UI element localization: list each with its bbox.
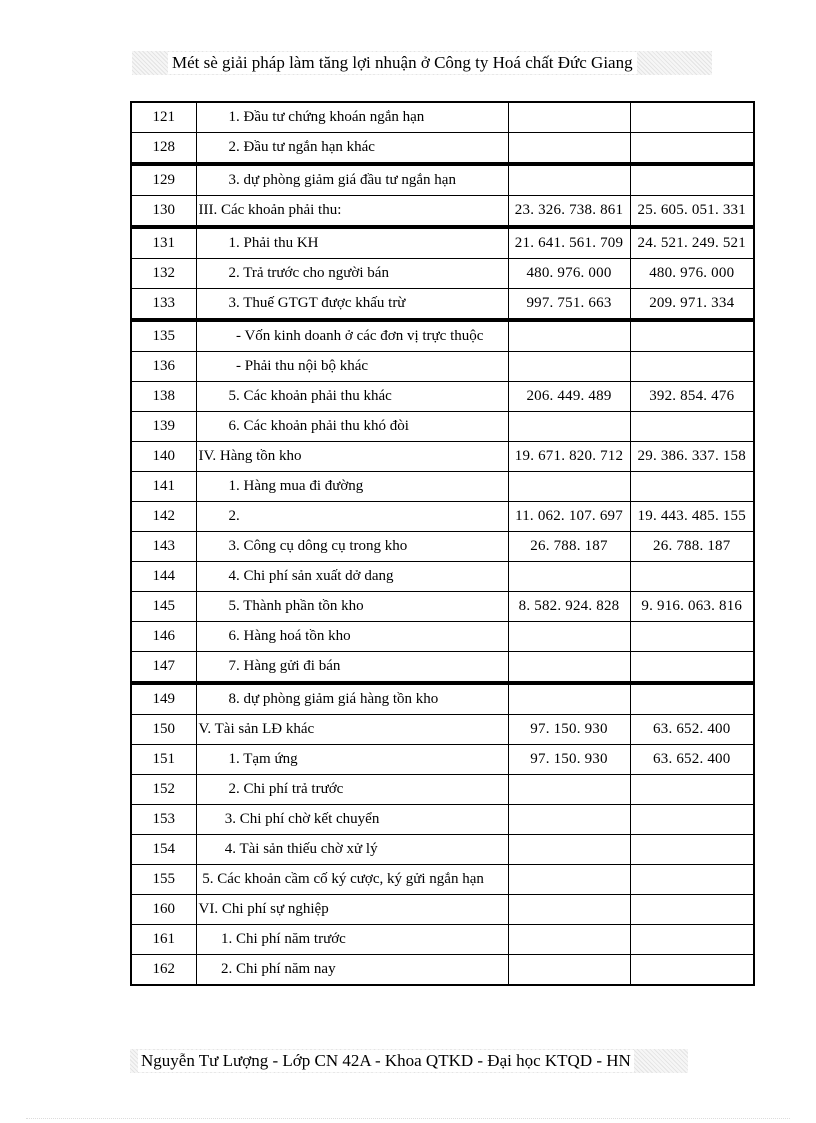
page-bottom-rule <box>26 1118 790 1119</box>
row-value-1: 8. 582. 924. 828 <box>508 592 630 622</box>
row-value-2 <box>630 835 754 865</box>
row-value-2: 25. 605. 051. 331 <box>630 196 754 228</box>
row-item: 2. Chi phí năm nay <box>196 955 508 986</box>
row-item: 1. Đầu tư chứng khoán ngắn hạn <box>196 102 508 133</box>
row-item: 3. Công cụ dông cụ trong kho <box>196 532 508 562</box>
row-value-2: 19. 443. 485. 155 <box>630 502 754 532</box>
row-item: 5. Các khoản phải thu khác <box>196 382 508 412</box>
row-code: 141 <box>131 472 196 502</box>
row-code: 146 <box>131 622 196 652</box>
row-value-1: 21. 641. 561. 709 <box>508 227 630 259</box>
table-row <box>131 835 754 865</box>
table-row <box>131 442 754 472</box>
table-row <box>131 382 754 412</box>
table-row <box>131 775 754 805</box>
table-row <box>131 227 754 259</box>
row-code: 155 <box>131 865 196 895</box>
row-code: 162 <box>131 955 196 986</box>
row-value-2: 480. 976. 000 <box>630 259 754 289</box>
row-value-1 <box>508 925 630 955</box>
row-value-2: 9. 916. 063. 816 <box>630 592 754 622</box>
row-value-1 <box>508 320 630 352</box>
row-code: 138 <box>131 382 196 412</box>
row-item: 4. Tài sản thiếu chờ xử lý <box>196 835 508 865</box>
table-row <box>131 562 754 592</box>
row-value-1 <box>508 805 630 835</box>
row-value-2 <box>630 320 754 352</box>
row-value-1: 997. 751. 663 <box>508 289 630 321</box>
row-value-1 <box>508 412 630 442</box>
table-row <box>131 502 754 532</box>
row-value-2: 29. 386. 337. 158 <box>630 442 754 472</box>
row-item: 1. Phải thu KH <box>196 227 508 259</box>
row-value-2 <box>630 412 754 442</box>
row-item: IV. Hàng tồn kho <box>196 442 508 472</box>
row-item: 5. Thành phần tồn kho <box>196 592 508 622</box>
table-row <box>131 532 754 562</box>
row-value-2 <box>630 622 754 652</box>
row-code: 160 <box>131 895 196 925</box>
row-item: - Phải thu nội bộ khác <box>196 352 508 382</box>
row-value-1 <box>508 164 630 196</box>
row-item: VI. Chi phí sự nghiệp <box>196 895 508 925</box>
table-row <box>131 102 754 133</box>
table-row <box>131 133 754 165</box>
row-code: 139 <box>131 412 196 442</box>
row-value-1: 480. 976. 000 <box>508 259 630 289</box>
row-item: 7. Hàng gửi đi bán <box>196 652 508 684</box>
page-title: Mét sè giải pháp làm tăng lợi nhuận ở Công ty Hoá chất Đức Giang <box>168 52 637 74</box>
row-item: 4. Chi phí sản xuất dở dang <box>196 562 508 592</box>
row-item: 2. <box>196 502 508 532</box>
row-value-2: 24. 521. 249. 521 <box>630 227 754 259</box>
footer-text: Nguyễn Tư Lượng - Lớp CN 42A - Khoa QTKD - Đại học KTQD - HN <box>138 1050 634 1072</box>
row-value-1: 19. 671. 820. 712 <box>508 442 630 472</box>
row-item: 2. Trả trước cho người bán <box>196 259 508 289</box>
row-item: 2. Đầu tư ngắn hạn khác <box>196 133 508 165</box>
table-row <box>131 259 754 289</box>
row-item: 5. Các khoản cầm cố ký cược, ký gửi ngắn hạn <box>196 865 508 895</box>
row-value-1: 26. 788. 187 <box>508 532 630 562</box>
row-value-1: 97. 150. 930 <box>508 715 630 745</box>
row-value-1 <box>508 352 630 382</box>
row-code: 142 <box>131 502 196 532</box>
table-row <box>131 472 754 502</box>
row-value-1: 23. 326. 738. 861 <box>508 196 630 228</box>
row-item: III. Các khoản phải thu: <box>196 196 508 228</box>
table-body <box>131 102 754 985</box>
row-value-1 <box>508 865 630 895</box>
table-row <box>131 895 754 925</box>
row-value-2 <box>630 925 754 955</box>
row-item: 6. Các khoản phải thu khó đòi <box>196 412 508 442</box>
table-row <box>131 955 754 986</box>
row-value-1 <box>508 835 630 865</box>
row-code: 131 <box>131 227 196 259</box>
page-header <box>132 51 712 75</box>
row-value-1 <box>508 683 630 715</box>
row-value-1 <box>508 133 630 165</box>
row-item: 8. dự phòng giảm giá hàng tồn kho <box>196 683 508 715</box>
row-value-2: 209. 971. 334 <box>630 289 754 321</box>
row-value-2 <box>630 955 754 986</box>
row-item: - Vốn kinh doanh ở các đơn vị trực thuộc <box>196 320 508 352</box>
table-row <box>131 164 754 196</box>
row-value-2 <box>630 683 754 715</box>
balance-sheet-table <box>130 101 755 986</box>
row-item: 1. Chi phí năm trước <box>196 925 508 955</box>
row-code: 130 <box>131 196 196 228</box>
row-value-1: 206. 449. 489 <box>508 382 630 412</box>
row-value-2 <box>630 895 754 925</box>
row-value-1 <box>508 102 630 133</box>
row-code: 133 <box>131 289 196 321</box>
table-row <box>131 683 754 715</box>
row-value-1: 97. 150. 930 <box>508 745 630 775</box>
row-value-2: 26. 788. 187 <box>630 532 754 562</box>
row-value-1 <box>508 775 630 805</box>
row-code: 149 <box>131 683 196 715</box>
table-row <box>131 715 754 745</box>
row-code: 121 <box>131 102 196 133</box>
row-value-2 <box>630 805 754 835</box>
row-value-2 <box>630 133 754 165</box>
row-item: 3. dự phòng giảm giá đầu tư ngắn hạn <box>196 164 508 196</box>
table-row <box>131 196 754 228</box>
row-value-2: 63. 652. 400 <box>630 745 754 775</box>
row-item: 1. Tạm ứng <box>196 745 508 775</box>
page-footer <box>130 1049 688 1073</box>
row-code: 129 <box>131 164 196 196</box>
row-item: 2. Chi phí trả trước <box>196 775 508 805</box>
row-value-1 <box>508 562 630 592</box>
row-code: 144 <box>131 562 196 592</box>
table-row <box>131 352 754 382</box>
row-value-1: 11. 062. 107. 697 <box>508 502 630 532</box>
table-row <box>131 805 754 835</box>
row-code: 150 <box>131 715 196 745</box>
row-code: 132 <box>131 259 196 289</box>
table-row <box>131 289 754 321</box>
table-row <box>131 622 754 652</box>
row-value-2 <box>630 865 754 895</box>
row-code: 145 <box>131 592 196 622</box>
row-code: 147 <box>131 652 196 684</box>
row-code: 140 <box>131 442 196 472</box>
row-code: 152 <box>131 775 196 805</box>
table-row <box>131 412 754 442</box>
row-value-2 <box>630 562 754 592</box>
row-item: 1. Hàng mua đi đường <box>196 472 508 502</box>
table-row <box>131 320 754 352</box>
row-code: 128 <box>131 133 196 165</box>
table-row <box>131 925 754 955</box>
table-row <box>131 865 754 895</box>
row-value-1 <box>508 622 630 652</box>
row-code: 135 <box>131 320 196 352</box>
row-value-2 <box>630 775 754 805</box>
row-item: 6. Hàng hoá tồn kho <box>196 622 508 652</box>
row-code: 143 <box>131 532 196 562</box>
row-value-1 <box>508 955 630 986</box>
table-row <box>131 652 754 684</box>
row-code: 136 <box>131 352 196 382</box>
table-row <box>131 745 754 775</box>
row-item: 3. Thuế GTGT được khấu trừ <box>196 289 508 321</box>
row-code: 151 <box>131 745 196 775</box>
row-value-2: 63. 652. 400 <box>630 715 754 745</box>
row-code: 154 <box>131 835 196 865</box>
row-value-1 <box>508 472 630 502</box>
table-row <box>131 592 754 622</box>
row-item: 3. Chi phí chờ kết chuyển <box>196 805 508 835</box>
row-code: 153 <box>131 805 196 835</box>
row-item: V. Tài sản LĐ khác <box>196 715 508 745</box>
row-value-2 <box>630 472 754 502</box>
row-code: 161 <box>131 925 196 955</box>
row-value-2 <box>630 652 754 684</box>
row-value-2 <box>630 102 754 133</box>
row-value-2 <box>630 164 754 196</box>
row-value-1 <box>508 652 630 684</box>
row-value-1 <box>508 895 630 925</box>
row-value-2: 392. 854. 476 <box>630 382 754 412</box>
row-value-2 <box>630 352 754 382</box>
